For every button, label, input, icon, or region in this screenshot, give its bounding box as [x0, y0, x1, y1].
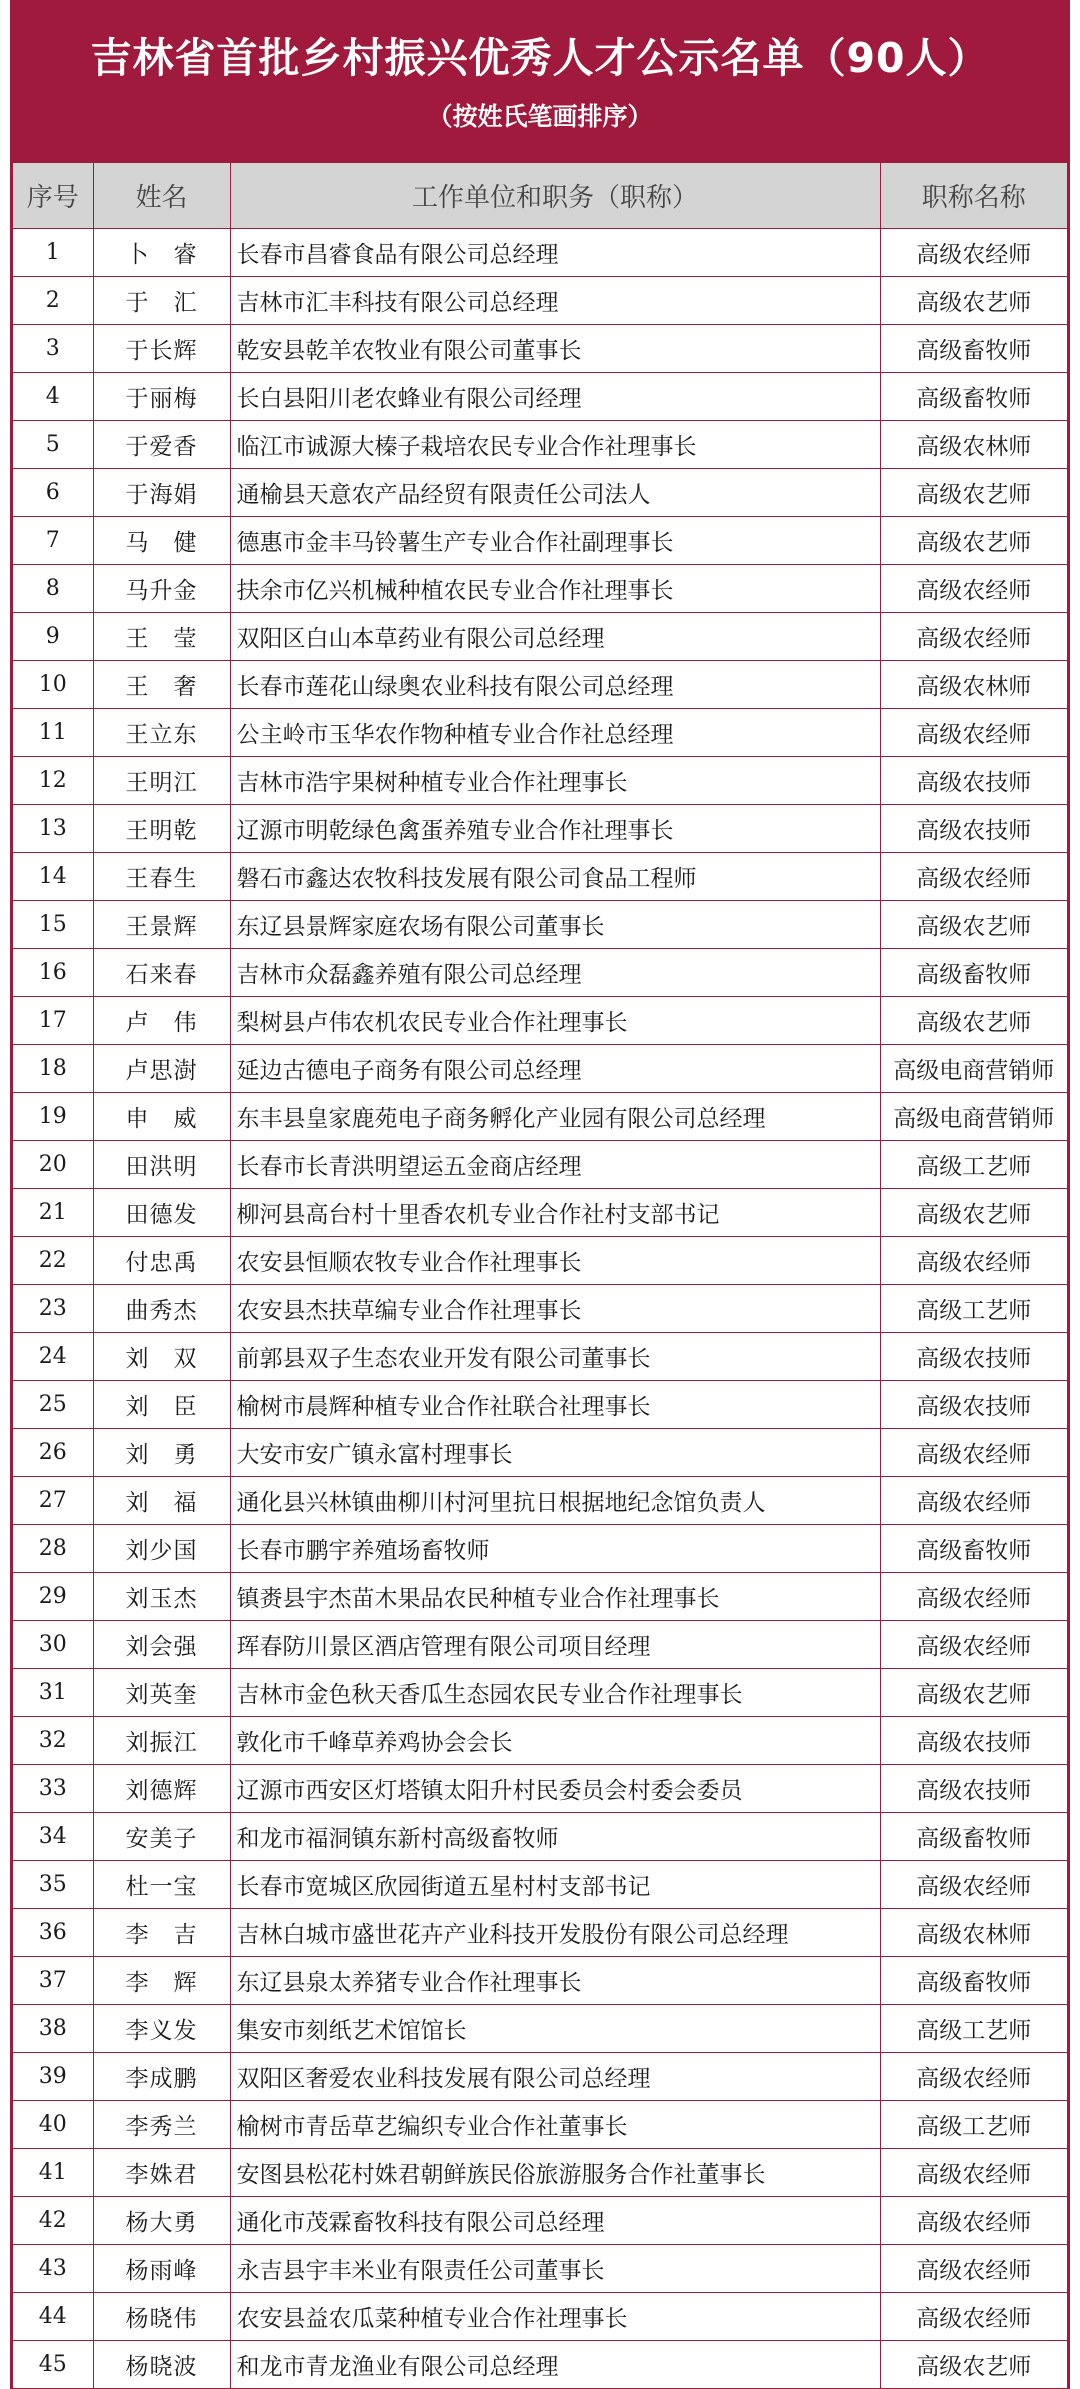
- work-unit: 公主岭市玉华农作物种植专业合作社总经理: [230, 709, 880, 757]
- work-unit: 延边古德电子商务有限公司总经理: [230, 1045, 880, 1093]
- work-unit: 长春市宽城区欣园街道五星村村支部书记: [230, 1861, 880, 1909]
- table-row: [13, 949, 1067, 997]
- person-name: 杨晓波: [93, 2341, 230, 2389]
- row-number: 39: [13, 2053, 93, 2101]
- person-name: 王 莹: [93, 613, 230, 661]
- work-unit: 梨树县卢伟农机农民专业合作社理事长: [230, 997, 880, 1045]
- row-number: 34: [13, 1813, 93, 1861]
- professional-title: 高级农技师: [880, 805, 1067, 853]
- professional-title: 高级农经师: [880, 1861, 1067, 1909]
- work-unit: 敦化市千峰草养鸡协会会长: [230, 1717, 880, 1765]
- row-number: 22: [13, 1237, 93, 1285]
- professional-title: 高级农技师: [880, 1717, 1067, 1765]
- row-number: 8: [13, 565, 93, 613]
- professional-title: 高级农经师: [880, 229, 1067, 277]
- work-unit: 辽源市明乾绿色禽蛋养殖专业合作社理事长: [230, 805, 880, 853]
- row-number: 13: [13, 805, 93, 853]
- row-number: 32: [13, 1717, 93, 1765]
- person-name: 刘玉杰: [93, 1573, 230, 1621]
- row-number: 7: [13, 517, 93, 565]
- row-number: 41: [13, 2149, 93, 2197]
- work-unit: 东丰县皇家鹿苑电子商务孵化产业园有限公司总经理: [230, 1093, 880, 1141]
- table-row: [13, 805, 1067, 853]
- person-name: 马升金: [93, 565, 230, 613]
- table-row: [13, 1477, 1067, 1525]
- professional-title: 高级农经师: [880, 2293, 1067, 2341]
- professional-title: 高级电商营销师: [880, 1093, 1067, 1141]
- professional-title: 高级农艺师: [880, 901, 1067, 949]
- table-row: [13, 1525, 1067, 1573]
- work-unit: 安图县松花村姝君朝鲜族民俗旅游服务合作社董事长: [230, 2149, 880, 2197]
- work-unit: 通化市茂霖畜牧科技有限公司总经理: [230, 2197, 880, 2245]
- person-name: 王春生: [93, 853, 230, 901]
- row-number: 21: [13, 1189, 93, 1237]
- person-name: 李 吉: [93, 1909, 230, 1957]
- work-unit: 长白县阳川老农蜂业有限公司经理: [230, 373, 880, 421]
- column-header-unit: 工作单位和职务（职称）: [230, 163, 880, 229]
- person-name: 田德发: [93, 1189, 230, 1237]
- table-header-row: [13, 163, 1067, 229]
- person-name: 李 辉: [93, 1957, 230, 2005]
- column-header-no: 序号: [13, 163, 93, 229]
- professional-title: 高级畜牧师: [880, 1525, 1067, 1573]
- table-row: [13, 2293, 1067, 2341]
- person-name: 安美子: [93, 1813, 230, 1861]
- work-unit: 长春市鹏宇养殖场畜牧师: [230, 1525, 880, 1573]
- table-row: [13, 1093, 1067, 1141]
- row-number: 27: [13, 1477, 93, 1525]
- person-name: 于 汇: [93, 277, 230, 325]
- professional-title: 高级农技师: [880, 1765, 1067, 1813]
- table-row: [13, 373, 1067, 421]
- work-unit: 通榆县天意农产品经贸有限责任公司法人: [230, 469, 880, 517]
- row-number: 11: [13, 709, 93, 757]
- row-number: 36: [13, 1909, 93, 1957]
- table-row: [13, 2005, 1067, 2053]
- table-row: [13, 2149, 1067, 2197]
- table-row: [13, 1765, 1067, 1813]
- professional-title: 高级农经师: [880, 2245, 1067, 2293]
- row-number: 18: [13, 1045, 93, 1093]
- table-row: [13, 1813, 1067, 1861]
- table-row: [13, 1045, 1067, 1093]
- person-name: 李姝君: [93, 2149, 230, 2197]
- person-name: 刘 臣: [93, 1381, 230, 1429]
- table-row: [13, 1717, 1067, 1765]
- row-number: 37: [13, 1957, 93, 2005]
- person-name: 刘会强: [93, 1621, 230, 1669]
- table-row: [13, 469, 1067, 517]
- work-unit: 镇赉县宇杰苗木果品农民种植专业合作社理事长: [230, 1573, 880, 1621]
- person-name: 杨晓伟: [93, 2293, 230, 2341]
- table-row: [13, 1429, 1067, 1477]
- table-row: [13, 709, 1067, 757]
- work-unit: 集安市刻纸艺术馆馆长: [230, 2005, 880, 2053]
- person-name: 刘英奎: [93, 1669, 230, 1717]
- work-unit: 长春市昌睿食品有限公司总经理: [230, 229, 880, 277]
- table-row: [13, 997, 1067, 1045]
- person-name: 刘 勇: [93, 1429, 230, 1477]
- work-unit: 辽源市西安区灯塔镇太阳升村民委员会村委会委员: [230, 1765, 880, 1813]
- row-number: 43: [13, 2245, 93, 2293]
- professional-title: 高级农经师: [880, 565, 1067, 613]
- row-number: 14: [13, 853, 93, 901]
- work-unit: 磐石市鑫达农牧科技发展有限公司食品工程师: [230, 853, 880, 901]
- person-name: 付忠禹: [93, 1237, 230, 1285]
- table-row: [13, 1957, 1067, 2005]
- row-number: 35: [13, 1861, 93, 1909]
- person-name: 刘 双: [93, 1333, 230, 1381]
- row-number: 19: [13, 1093, 93, 1141]
- professional-title: 高级畜牧师: [880, 1813, 1067, 1861]
- person-name: 于丽梅: [93, 373, 230, 421]
- row-number: 6: [13, 469, 93, 517]
- professional-title: 高级农经师: [880, 1429, 1067, 1477]
- table-row: [13, 1573, 1067, 1621]
- person-name: 刘 福: [93, 1477, 230, 1525]
- table-row: [13, 2197, 1067, 2245]
- person-name: 王景辉: [93, 901, 230, 949]
- professional-title: 高级农艺师: [880, 277, 1067, 325]
- row-number: 31: [13, 1669, 93, 1717]
- person-name: 王 奢: [93, 661, 230, 709]
- professional-title: 高级农经师: [880, 1621, 1067, 1669]
- work-unit: 通化县兴林镇曲柳川村河里抗日根据地纪念馆负责人: [230, 1477, 880, 1525]
- row-number: 30: [13, 1621, 93, 1669]
- work-unit: 吉林市汇丰科技有限公司总经理: [230, 277, 880, 325]
- row-number: 12: [13, 757, 93, 805]
- table-row: [13, 565, 1067, 613]
- professional-title: 高级农经师: [880, 2197, 1067, 2245]
- professional-title: 高级农林师: [880, 421, 1067, 469]
- professional-title: 高级工艺师: [880, 1141, 1067, 1189]
- person-name: 杨雨峰: [93, 2245, 230, 2293]
- row-number: 1: [13, 229, 93, 277]
- person-name: 李义发: [93, 2005, 230, 2053]
- work-unit: 榆树市青岳草艺编织专业合作社董事长: [230, 2101, 880, 2149]
- table-row: [13, 517, 1067, 565]
- person-name: 杨大勇: [93, 2197, 230, 2245]
- professional-title: 高级农艺师: [880, 469, 1067, 517]
- talent-list-table: [13, 163, 1067, 2389]
- work-unit: 吉林市浩宇果树种植专业合作社理事长: [230, 757, 880, 805]
- work-unit: 东辽县景辉家庭农场有限公司董事长: [230, 901, 880, 949]
- work-unit: 大安市安广镇永富村理事长: [230, 1429, 880, 1477]
- person-name: 王明乾: [93, 805, 230, 853]
- professional-title: 高级农经师: [880, 1573, 1067, 1621]
- professional-title: 高级农技师: [880, 1381, 1067, 1429]
- work-unit: 双阳区奢爱农业科技发展有限公司总经理: [230, 2053, 880, 2101]
- table-row: [13, 421, 1067, 469]
- table-row: [13, 2245, 1067, 2293]
- professional-title: 高级农艺师: [880, 1189, 1067, 1237]
- person-name: 李成鹏: [93, 2053, 230, 2101]
- professional-title: 高级农艺师: [880, 997, 1067, 1045]
- person-name: 李秀兰: [93, 2101, 230, 2149]
- row-number: 16: [13, 949, 93, 997]
- row-number: 9: [13, 613, 93, 661]
- table-row: [13, 1381, 1067, 1429]
- professional-title: 高级农艺师: [880, 517, 1067, 565]
- table-row: [13, 229, 1067, 277]
- person-name: 马 健: [93, 517, 230, 565]
- professional-title: 高级畜牧师: [880, 325, 1067, 373]
- professional-title: 高级农经师: [880, 1237, 1067, 1285]
- row-number: 26: [13, 1429, 93, 1477]
- person-name: 于长辉: [93, 325, 230, 373]
- row-number: 2: [13, 277, 93, 325]
- document-sheet: [10, 0, 1070, 2389]
- work-unit: 榆树市晨辉种植专业合作社联合社理事长: [230, 1381, 880, 1429]
- row-number: 33: [13, 1765, 93, 1813]
- work-unit: 和龙市青龙渔业有限公司总经理: [230, 2341, 880, 2389]
- person-name: 卢 伟: [93, 997, 230, 1045]
- table-row: [13, 1909, 1067, 1957]
- person-name: 卢思澍: [93, 1045, 230, 1093]
- person-name: 于爱香: [93, 421, 230, 469]
- professional-title: 高级农经师: [880, 853, 1067, 901]
- person-name: 卜 睿: [93, 229, 230, 277]
- professional-title: 高级工艺师: [880, 2101, 1067, 2149]
- row-number: 3: [13, 325, 93, 373]
- table-row: [13, 613, 1067, 661]
- table-row: [13, 1333, 1067, 1381]
- table-row: [13, 1141, 1067, 1189]
- column-header-name: 姓名: [93, 163, 230, 229]
- table-row: [13, 1237, 1067, 1285]
- table-row: [13, 1189, 1067, 1237]
- person-name: 曲秀杰: [93, 1285, 230, 1333]
- row-number: 40: [13, 2101, 93, 2149]
- table-row: [13, 277, 1067, 325]
- person-name: 刘少国: [93, 1525, 230, 1573]
- professional-title: 高级畜牧师: [880, 373, 1067, 421]
- row-number: 20: [13, 1141, 93, 1189]
- professional-title: 高级农经师: [880, 2149, 1067, 2197]
- work-unit: 临江市诚源大榛子栽培农民专业合作社理事长: [230, 421, 880, 469]
- row-number: 29: [13, 1573, 93, 1621]
- column-header-title: 职称名称: [880, 163, 1067, 229]
- professional-title: 高级农艺师: [880, 2341, 1067, 2389]
- page-subtitle: （按姓氏笔画排序）: [427, 102, 653, 131]
- table-row: [13, 1285, 1067, 1333]
- work-unit: 农安县杰扶草编专业合作社理事长: [230, 1285, 880, 1333]
- professional-title: 高级农经师: [880, 613, 1067, 661]
- person-name: 石来春: [93, 949, 230, 997]
- professional-title: 高级畜牧师: [880, 949, 1067, 997]
- work-unit: 双阳区白山本草药业有限公司总经理: [230, 613, 880, 661]
- row-number: 4: [13, 373, 93, 421]
- table-row: [13, 1669, 1067, 1717]
- row-number: 10: [13, 661, 93, 709]
- work-unit: 长春市莲花山绿奥农业科技有限公司总经理: [230, 661, 880, 709]
- work-unit: 永吉县宇丰米业有限责任公司董事长: [230, 2245, 880, 2293]
- table-body: [13, 229, 1067, 2389]
- row-number: 24: [13, 1333, 93, 1381]
- work-unit: 和龙市福洞镇东新村高级畜牧师: [230, 1813, 880, 1861]
- person-name: 于海娟: [93, 469, 230, 517]
- table-row: [13, 757, 1067, 805]
- table-row: [13, 2053, 1067, 2101]
- person-name: 刘德辉: [93, 1765, 230, 1813]
- row-number: 42: [13, 2197, 93, 2245]
- work-unit: 农安县恒顺农牧专业合作社理事长: [230, 1237, 880, 1285]
- person-name: 田洪明: [93, 1141, 230, 1189]
- person-name: 王明江: [93, 757, 230, 805]
- professional-title: 高级农艺师: [880, 1669, 1067, 1717]
- header-banner: [13, 0, 1067, 163]
- work-unit: 乾安县乾羊农牧业有限公司董事长: [230, 325, 880, 373]
- work-unit: 柳河县高台村十里香农机专业合作社村支部书记: [230, 1189, 880, 1237]
- work-unit: 长春市长青洪明望运五金商店经理: [230, 1141, 880, 1189]
- row-number: 15: [13, 901, 93, 949]
- professional-title: 高级农经师: [880, 1477, 1067, 1525]
- row-number: 28: [13, 1525, 93, 1573]
- table-row: [13, 853, 1067, 901]
- work-unit: 吉林市众磊鑫养殖有限公司总经理: [230, 949, 880, 997]
- professional-title: 高级工艺师: [880, 2005, 1067, 2053]
- table-row: [13, 2341, 1067, 2389]
- professional-title: 高级农经师: [880, 709, 1067, 757]
- person-name: 杜一宝: [93, 1861, 230, 1909]
- table-row: [13, 661, 1067, 709]
- table-row: [13, 1621, 1067, 1669]
- professional-title: 高级电商营销师: [880, 1045, 1067, 1093]
- table-row: [13, 2101, 1067, 2149]
- table-row: [13, 901, 1067, 949]
- row-number: 45: [13, 2341, 93, 2389]
- work-unit: 农安县益农瓜菜种植专业合作社理事长: [230, 2293, 880, 2341]
- professional-title: 高级农技师: [880, 1333, 1067, 1381]
- page-title: 吉林省首批乡村振兴优秀人才公示名单（90人）: [90, 34, 990, 82]
- row-number: 5: [13, 421, 93, 469]
- professional-title: 高级畜牧师: [880, 1957, 1067, 2005]
- work-unit: 德惠市金丰马铃薯生产专业合作社副理事长: [230, 517, 880, 565]
- table-row: [13, 325, 1067, 373]
- professional-title: 高级农林师: [880, 661, 1067, 709]
- row-number: 25: [13, 1381, 93, 1429]
- professional-title: 高级农经师: [880, 2053, 1067, 2101]
- professional-title: 高级农技师: [880, 757, 1067, 805]
- work-unit: 吉林白城市盛世花卉产业科技开发股份有限公司总经理: [230, 1909, 880, 1957]
- work-unit: 前郭县双子生态农业开发有限公司董事长: [230, 1333, 880, 1381]
- work-unit: 吉林市金色秋天香瓜生态园农民专业合作社理事长: [230, 1669, 880, 1717]
- person-name: 刘振江: [93, 1717, 230, 1765]
- professional-title: 高级工艺师: [880, 1285, 1067, 1333]
- row-number: 44: [13, 2293, 93, 2341]
- work-unit: 东辽县泉太养猪专业合作社理事长: [230, 1957, 880, 2005]
- person-name: 申 威: [93, 1093, 230, 1141]
- work-unit: 扶余市亿兴机械种植农民专业合作社理事长: [230, 565, 880, 613]
- row-number: 38: [13, 2005, 93, 2053]
- row-number: 23: [13, 1285, 93, 1333]
- table-row: [13, 1861, 1067, 1909]
- row-number: 17: [13, 997, 93, 1045]
- professional-title: 高级农林师: [880, 1909, 1067, 1957]
- person-name: 王立东: [93, 709, 230, 757]
- work-unit: 珲春防川景区酒店管理有限公司项目经理: [230, 1621, 880, 1669]
